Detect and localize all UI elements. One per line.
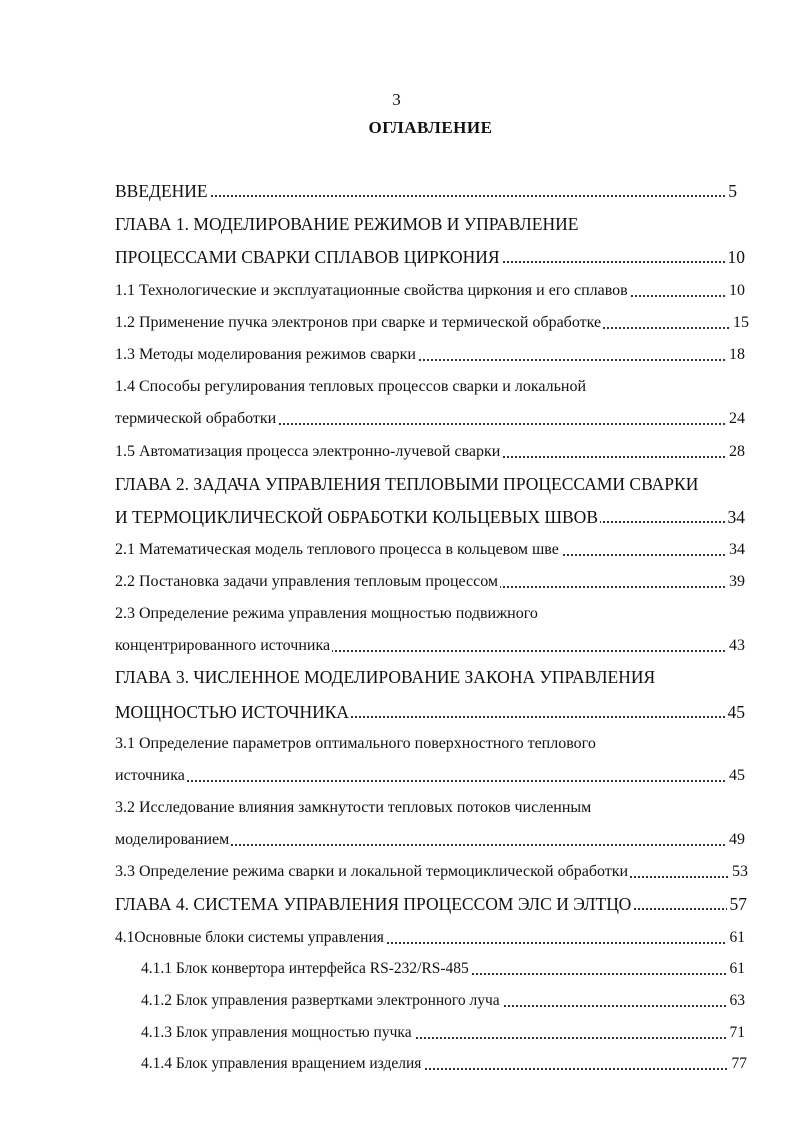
toc-entry-page: 71 <box>727 1020 746 1046</box>
toc-entry-page: 45 <box>725 699 746 725</box>
toc-entry-page: 28 <box>726 439 745 465</box>
toc-entry <box>115 471 747 497</box>
toc-entry-page: 10 <box>725 244 746 270</box>
toc-entry-page: 5 <box>725 178 737 204</box>
toc-entry-page: 45 <box>726 763 745 789</box>
toc-entry-page: 24 <box>726 406 745 432</box>
toc-entry-text: 2.1 Математическая модель теплового процесса в кольцевом шве <box>115 541 559 558</box>
toc-entry-text: 4.1.1 Блок конвертора интерфейса RS-232/RS-485 <box>141 960 469 977</box>
toc-entry-text: 1.2 Применение пучка электронов при сварке и термической обработке <box>115 314 602 331</box>
toc-entry <box>115 601 745 627</box>
toc-entry <box>115 699 745 725</box>
toc-entry-text: источника <box>115 767 185 784</box>
toc-entry-text: 1.1 Технологические и эксплуатационные свойства циркония и его сплавов <box>115 282 628 299</box>
toc-entry-page: 18 <box>726 342 745 368</box>
toc-entry-text: ГЛАВА 4. СИСТЕМА УПРАВЛЕНИЯ ПРОЦЕССОМ ЭЛС И ЭЛТЦО <box>115 894 632 914</box>
toc-entry-text: 4.1.3 Блок управления мощностью пучка <box>141 1024 412 1041</box>
toc-entry <box>115 827 745 853</box>
toc-entry-text: ПРОЦЕССАМИ СВАРКИ СПЛАВОВ ЦИРКОНИЯ <box>115 247 500 267</box>
toc-entry-text: ГЛАВА 3. ЧИСЛЕННОЕ МОДЕЛИРОВАНИЕ ЗАКОНА УПРАВЛЕНИЯ <box>115 667 656 687</box>
toc-entry-text: 3.1 Определение параметров оптимального поверхностного теплового <box>115 735 596 752</box>
toc-entry <box>115 504 745 530</box>
toc-entry-page: 63 <box>727 988 746 1014</box>
toc-entry <box>115 244 745 270</box>
toc-entry-page: 34 <box>726 537 745 563</box>
toc-entry-page: 49 <box>726 827 745 853</box>
toc-entry-text: 4.1Основные блоки системы управления <box>115 929 384 946</box>
toc-entry <box>115 310 749 336</box>
toc-entry-text: МОЩНОСТЬЮ ИСТОЧНИКА <box>115 702 350 722</box>
toc-entry-page: 39 <box>726 569 745 595</box>
toc-entry-text: 4.1.4 Блок управления вращением изделия <box>141 1055 422 1072</box>
dot-leader <box>115 780 745 782</box>
toc-entry-page: 34 <box>725 504 746 530</box>
toc-entry <box>115 891 747 917</box>
toc-entry-page: 10 <box>726 278 745 304</box>
toc-entry-text: 1.5 Автоматизация процесса электронно-лучевой сварки <box>115 443 501 460</box>
toc-entry <box>115 374 745 400</box>
toc-entry <box>115 795 745 821</box>
toc-entry-text: концентрированного источника <box>115 637 331 654</box>
toc-entry-page: 15 <box>730 310 749 336</box>
toc-entry-page: 77 <box>729 1051 748 1077</box>
toc-entry <box>115 664 745 690</box>
toc-entry <box>141 988 745 1014</box>
toc-entry-text: 1.4 Способы регулирования тепловых процессов сварки и локальной <box>115 378 586 395</box>
page-number: 3 <box>392 90 401 109</box>
toc-entry-text: 4.1.2 Блок управления развертками электронного луча <box>141 992 500 1009</box>
toc-entry <box>115 178 737 204</box>
toc-entry <box>115 763 745 789</box>
toc-entry <box>141 1020 745 1046</box>
toc-entry <box>115 537 745 563</box>
toc-entry-text: 3.3 Определение режима сварки и локальной термоциклической обработки <box>115 863 629 880</box>
toc-entry-text: ГЛАВА 1. МОДЕЛИРОВАНИЕ РЕЖИМОВ И УПРАВЛЕНИЕ <box>115 214 579 234</box>
toc-entry-text: ГЛАВА 2. ЗАДАЧА УПРАВЛЕНИЯ ТЕПЛОВЫМИ ПРОЦЕССАМИ СВАРКИ <box>115 474 699 494</box>
toc-entry-text: 1.3 Методы моделирования режимов сварки <box>115 346 416 363</box>
toc-entry <box>115 406 745 432</box>
toc-entry <box>115 569 745 595</box>
toc-entry-text: моделированием <box>115 831 230 848</box>
toc-entry-text: И ТЕРМОЦИКЛИЧЕСКОЙ ОБРАБОТКИ КОЛЬЦЕВЫХ ШВОВ <box>115 507 598 527</box>
toc-entry-text: 2.3 Определение режима управления мощностью подвижного <box>115 605 538 622</box>
toc-entry <box>115 925 745 951</box>
toc-entry-text: 3.2 Исследование влияния замкнутости тепловых потоков численным <box>115 799 592 816</box>
toc-entry <box>115 342 745 368</box>
toc-entry <box>115 211 745 237</box>
toc-entry-page: 43 <box>726 633 745 659</box>
toc-entry-page: 61 <box>727 956 746 982</box>
toc-entry-text: термической обработки <box>115 410 277 427</box>
toc-entry-page: 61 <box>727 925 746 951</box>
toc-entry-page: 53 <box>729 859 748 885</box>
toc-entry <box>141 956 745 982</box>
toc-entry <box>115 731 745 757</box>
toc-entry-page: 57 <box>727 891 748 917</box>
toc-entry <box>115 859 748 885</box>
toc-entry <box>115 278 745 304</box>
toc-entry <box>115 439 745 465</box>
toc-entry-text: 2.2 Постановка задачи управления тепловым процессом <box>115 573 499 590</box>
toc-entry-text: ВВЕДЕНИЕ <box>115 181 208 201</box>
toc-title: ОГЛАВЛЕНИЕ <box>368 118 493 137</box>
toc-entry <box>141 1051 747 1077</box>
toc-entry <box>115 633 745 659</box>
